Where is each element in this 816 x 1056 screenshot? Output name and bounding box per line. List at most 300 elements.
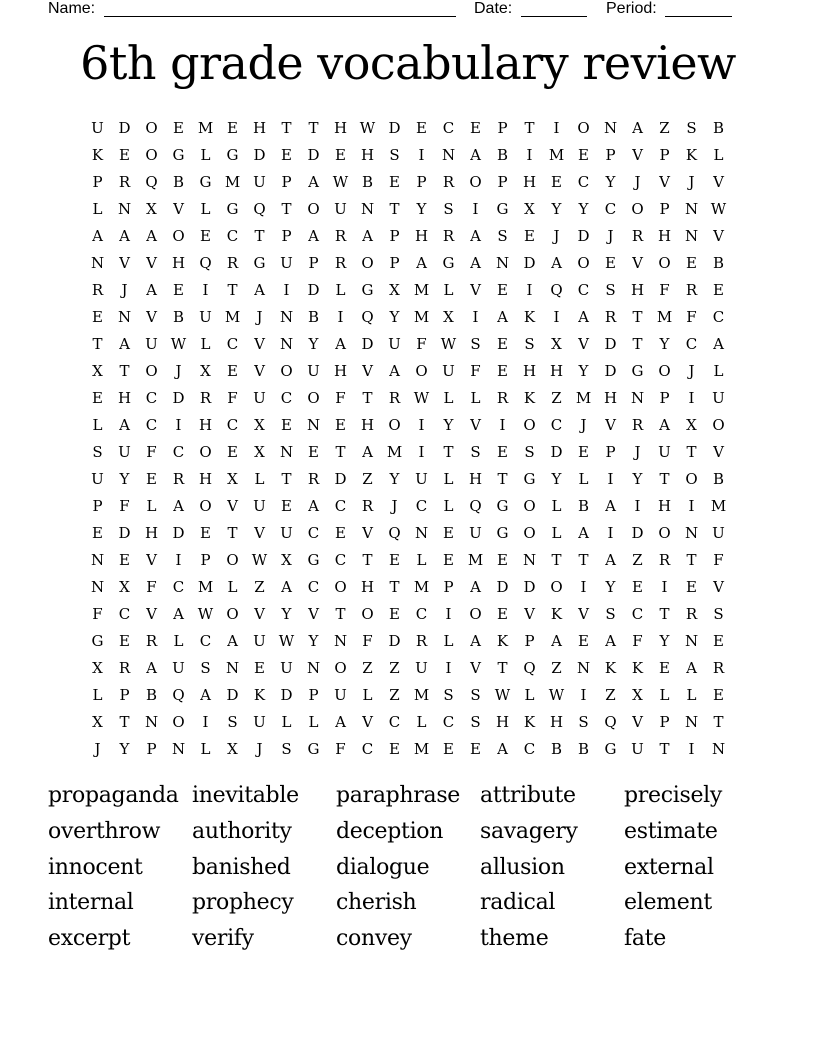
grid-letter[interactable]: E	[92, 524, 103, 542]
grid-letter[interactable]: A	[605, 497, 616, 515]
grid-letter[interactable]: K	[523, 713, 536, 731]
grid-letter[interactable]: U	[658, 443, 671, 461]
grid-letter[interactable]: L	[713, 146, 724, 164]
grid-letter[interactable]: X	[686, 416, 697, 434]
grid-letter[interactable]: D	[253, 146, 266, 164]
grid-letter[interactable]: E	[389, 740, 400, 758]
grid-letter[interactable]: O	[631, 200, 644, 218]
grid-letter[interactable]: O	[199, 443, 212, 461]
grid-letter[interactable]: A	[578, 524, 589, 542]
grid-letter[interactable]: T	[281, 200, 292, 218]
grid-letter[interactable]: D	[523, 578, 536, 596]
grid-letter[interactable]: A	[308, 173, 319, 191]
grid-letter[interactable]: A	[470, 254, 481, 272]
grid-letter[interactable]: E	[308, 443, 319, 461]
grid-letter[interactable]: A	[470, 578, 481, 596]
grid-letter[interactable]: A	[551, 254, 562, 272]
grid-letter[interactable]: M	[413, 308, 430, 326]
grid-letter[interactable]: Y	[389, 308, 400, 326]
grid-letter[interactable]: X	[92, 659, 103, 677]
grid-letter[interactable]: Q	[469, 497, 482, 515]
grid-letter[interactable]: Y	[416, 200, 427, 218]
grid-letter[interactable]: I	[445, 659, 452, 677]
grid-letter[interactable]: O	[172, 713, 185, 731]
date-blank-line[interactable]	[521, 16, 587, 17]
grid-letter[interactable]: L	[713, 362, 724, 380]
grid-letter[interactable]: V	[470, 659, 481, 677]
grid-letter[interactable]: H	[360, 578, 375, 596]
grid-letter[interactable]: X	[389, 281, 400, 299]
grid-letter[interactable]: E	[470, 740, 481, 758]
grid-letter[interactable]: H	[657, 497, 672, 515]
grid-letter[interactable]: A	[605, 551, 616, 569]
grid-letter[interactable]: O	[577, 254, 590, 272]
grid-letter[interactable]: E	[497, 551, 508, 569]
grid-letter[interactable]: N	[684, 713, 699, 731]
grid-letter[interactable]: O	[712, 416, 725, 434]
grid-letter[interactable]: V	[713, 443, 724, 461]
grid-letter[interactable]: A	[200, 686, 211, 704]
grid-letter[interactable]: B	[712, 119, 725, 137]
grid-letter[interactable]: C	[361, 740, 374, 758]
grid-letter[interactable]: R	[658, 551, 671, 569]
grid-letter[interactable]: A	[686, 659, 697, 677]
grid-letter[interactable]: V	[173, 200, 184, 218]
grid-letter[interactable]: A	[173, 605, 184, 623]
grid-letter[interactable]: V	[362, 713, 373, 731]
grid-letter[interactable]: H	[522, 173, 537, 191]
grid-letter[interactable]: J	[175, 362, 182, 380]
grid-letter[interactable]: N	[117, 308, 132, 326]
grid-letter[interactable]: T	[227, 281, 238, 299]
grid-letter[interactable]: A	[389, 362, 400, 380]
grid-letter[interactable]: D	[172, 389, 185, 407]
grid-letter[interactable]: E	[686, 254, 697, 272]
grid-letter[interactable]: E	[389, 173, 400, 191]
grid-letter[interactable]: H	[252, 119, 267, 137]
grid-letter[interactable]: U	[307, 362, 320, 380]
grid-letter[interactable]: E	[119, 632, 130, 650]
grid-letter[interactable]: I	[580, 578, 587, 596]
grid-letter[interactable]: C	[388, 713, 401, 731]
grid-letter[interactable]: S	[470, 713, 481, 731]
grid-letter[interactable]: V	[254, 362, 265, 380]
grid-letter[interactable]: N	[144, 713, 159, 731]
grid-letter[interactable]: Y	[308, 335, 319, 353]
grid-letter[interactable]: P	[659, 389, 670, 407]
grid-letter[interactable]: P	[281, 173, 292, 191]
grid-letter[interactable]: L	[551, 524, 562, 542]
grid-letter[interactable]: D	[280, 686, 293, 704]
grid-letter[interactable]: N	[711, 740, 726, 758]
grid-letter[interactable]: E	[578, 146, 589, 164]
grid-letter[interactable]: X	[254, 443, 265, 461]
grid-letter[interactable]: E	[497, 335, 508, 353]
grid-letter[interactable]: K	[631, 659, 644, 677]
grid-letter[interactable]: J	[256, 308, 263, 326]
grid-letter[interactable]: D	[361, 335, 374, 353]
grid-letter[interactable]: V	[659, 173, 670, 191]
grid-letter[interactable]: Q	[388, 524, 401, 542]
grid-letter[interactable]: V	[119, 254, 130, 272]
grid-letter[interactable]: D	[307, 146, 320, 164]
grid-letter[interactable]: J	[688, 173, 695, 191]
grid-letter[interactable]: G	[496, 497, 509, 515]
grid-letter[interactable]: I	[553, 119, 560, 137]
grid-letter[interactable]: O	[469, 173, 482, 191]
grid-letter[interactable]: O	[685, 470, 698, 488]
grid-letter[interactable]: E	[200, 524, 211, 542]
grid-letter[interactable]: G	[226, 200, 239, 218]
grid-letter[interactable]: G	[199, 173, 212, 191]
grid-letter[interactable]: P	[416, 173, 427, 191]
grid-letter[interactable]: T	[254, 227, 265, 245]
grid-letter[interactable]: L	[200, 740, 211, 758]
grid-letter[interactable]: T	[335, 605, 346, 623]
grid-letter[interactable]: Y	[605, 173, 616, 191]
name-blank-line[interactable]	[104, 16, 456, 17]
grid-letter[interactable]: Q	[253, 200, 266, 218]
grid-letter[interactable]: X	[254, 416, 265, 434]
grid-letter[interactable]: F	[119, 497, 130, 515]
grid-letter[interactable]: D	[334, 470, 347, 488]
grid-letter[interactable]: S	[524, 335, 535, 353]
grid-letter[interactable]: Q	[550, 281, 563, 299]
grid-letter[interactable]: C	[442, 713, 455, 731]
grid-letter[interactable]: X	[281, 551, 292, 569]
grid-letter[interactable]: O	[658, 524, 671, 542]
grid-letter[interactable]: P	[659, 200, 670, 218]
grid-letter[interactable]: C	[307, 524, 320, 542]
grid-letter[interactable]: D	[604, 362, 617, 380]
grid-letter[interactable]: B	[496, 146, 509, 164]
grid-letter[interactable]: D	[172, 524, 185, 542]
grid-letter[interactable]: L	[146, 497, 157, 515]
grid-letter[interactable]: O	[226, 551, 239, 569]
grid-letter[interactable]: E	[497, 443, 508, 461]
grid-letter[interactable]: C	[280, 389, 293, 407]
grid-letter[interactable]: N	[225, 659, 240, 677]
grid-letter[interactable]: L	[362, 686, 373, 704]
grid-letter[interactable]: S	[470, 686, 481, 704]
grid-letter[interactable]: Y	[551, 200, 562, 218]
grid-letter[interactable]: L	[200, 146, 211, 164]
grid-letter[interactable]: A	[578, 308, 589, 326]
grid-letter[interactable]: O	[469, 605, 482, 623]
grid-letter[interactable]: E	[713, 632, 724, 650]
grid-letter[interactable]: A	[713, 335, 724, 353]
grid-letter[interactable]: R	[631, 416, 644, 434]
grid-letter[interactable]: W	[197, 605, 214, 623]
grid-letter[interactable]: W	[251, 551, 268, 569]
grid-letter[interactable]: V	[254, 335, 265, 353]
grid-letter[interactable]: N	[360, 200, 375, 218]
grid-letter[interactable]: I	[607, 524, 614, 542]
grid-letter[interactable]: M	[197, 578, 214, 596]
grid-letter[interactable]: Y	[308, 632, 319, 650]
grid-letter[interactable]: E	[551, 173, 562, 191]
grid-letter[interactable]: W	[278, 632, 295, 650]
grid-letter[interactable]: W	[359, 119, 376, 137]
grid-letter[interactable]: Q	[604, 713, 617, 731]
grid-letter[interactable]: L	[92, 686, 103, 704]
grid-letter[interactable]: I	[418, 146, 425, 164]
grid-letter[interactable]: L	[443, 470, 454, 488]
grid-letter[interactable]: V	[146, 308, 157, 326]
grid-letter[interactable]: V	[362, 362, 373, 380]
grid-letter[interactable]: P	[605, 146, 616, 164]
grid-letter[interactable]: M	[710, 497, 727, 515]
grid-letter[interactable]: M	[386, 443, 403, 461]
grid-letter[interactable]: G	[91, 632, 104, 650]
grid-letter[interactable]: N	[684, 200, 699, 218]
grid-letter[interactable]: G	[226, 146, 239, 164]
grid-letter[interactable]: N	[306, 659, 321, 677]
grid-letter[interactable]: S	[578, 713, 589, 731]
grid-letter[interactable]: L	[659, 686, 670, 704]
grid-letter[interactable]: E	[254, 659, 265, 677]
grid-letter[interactable]: L	[470, 389, 481, 407]
grid-letter[interactable]: H	[630, 281, 645, 299]
grid-letter[interactable]: T	[119, 362, 130, 380]
grid-letter[interactable]: G	[172, 146, 185, 164]
grid-letter[interactable]: Z	[632, 551, 643, 569]
grid-letter[interactable]: K	[685, 146, 698, 164]
grid-letter[interactable]: B	[172, 173, 185, 191]
grid-letter[interactable]: D	[307, 281, 320, 299]
grid-letter[interactable]: D	[496, 578, 509, 596]
grid-letter[interactable]: J	[580, 416, 587, 434]
grid-letter[interactable]: W	[332, 173, 349, 191]
grid-letter[interactable]: U	[415, 470, 428, 488]
grid-letter[interactable]: V	[524, 605, 535, 623]
grid-letter[interactable]: Z	[551, 389, 562, 407]
grid-letter[interactable]: H	[657, 227, 672, 245]
grid-letter[interactable]: O	[199, 497, 212, 515]
grid-letter[interactable]: O	[577, 119, 590, 137]
grid-letter[interactable]: T	[119, 713, 130, 731]
grid-letter[interactable]: U	[442, 362, 455, 380]
grid-letter[interactable]: L	[551, 497, 562, 515]
grid-letter[interactable]: I	[337, 308, 344, 326]
grid-letter[interactable]: L	[416, 551, 427, 569]
grid-letter[interactable]: T	[632, 335, 643, 353]
grid-letter[interactable]: F	[686, 308, 697, 326]
grid-letter[interactable]: X	[119, 578, 130, 596]
grid-letter[interactable]: N	[279, 308, 294, 326]
grid-letter[interactable]: R	[388, 389, 401, 407]
grid-letter[interactable]: W	[440, 335, 457, 353]
grid-letter[interactable]: E	[227, 119, 238, 137]
grid-letter[interactable]: T	[632, 308, 643, 326]
grid-letter[interactable]: P	[92, 173, 103, 191]
grid-letter[interactable]: M	[656, 308, 673, 326]
grid-letter[interactable]: J	[256, 740, 263, 758]
grid-letter[interactable]: Y	[632, 470, 643, 488]
grid-letter[interactable]: Z	[254, 578, 265, 596]
grid-letter[interactable]: T	[551, 551, 562, 569]
grid-letter[interactable]: K	[523, 308, 536, 326]
grid-letter[interactable]: S	[443, 686, 454, 704]
grid-letter[interactable]: C	[712, 308, 725, 326]
grid-letter[interactable]: O	[550, 578, 563, 596]
grid-letter[interactable]: U	[469, 524, 482, 542]
grid-letter[interactable]: H	[198, 416, 213, 434]
grid-letter[interactable]: L	[227, 578, 238, 596]
grid-letter[interactable]: D	[388, 632, 401, 650]
grid-letter[interactable]: A	[254, 281, 265, 299]
grid-letter[interactable]: X	[92, 362, 103, 380]
grid-letter[interactable]: Z	[551, 659, 562, 677]
grid-letter[interactable]: G	[307, 740, 320, 758]
grid-letter[interactable]: Y	[119, 470, 130, 488]
grid-letter[interactable]: P	[200, 551, 211, 569]
grid-letter[interactable]: E	[92, 308, 103, 326]
grid-letter[interactable]: E	[686, 578, 697, 596]
grid-letter[interactable]: Y	[578, 362, 589, 380]
grid-letter[interactable]: E	[659, 659, 670, 677]
grid-letter[interactable]: O	[334, 578, 347, 596]
grid-letter[interactable]: E	[335, 524, 346, 542]
grid-letter[interactable]: F	[362, 632, 373, 650]
grid-letter[interactable]: C	[145, 416, 158, 434]
grid-letter[interactable]: X	[632, 686, 643, 704]
grid-letter[interactable]: A	[119, 416, 130, 434]
grid-letter[interactable]: U	[415, 659, 428, 677]
grid-letter[interactable]: O	[361, 254, 374, 272]
grid-letter[interactable]: V	[578, 605, 589, 623]
grid-letter[interactable]: T	[281, 119, 292, 137]
grid-letter[interactable]: U	[253, 173, 266, 191]
grid-letter[interactable]: S	[389, 146, 400, 164]
grid-letter[interactable]: R	[199, 389, 212, 407]
grid-letter[interactable]: O	[226, 605, 239, 623]
grid-letter[interactable]: S	[92, 443, 103, 461]
grid-letter[interactable]: K	[550, 605, 563, 623]
grid-letter[interactable]: H	[333, 119, 348, 137]
grid-letter[interactable]: S	[443, 200, 454, 218]
grid-letter[interactable]: O	[388, 416, 401, 434]
grid-letter[interactable]: V	[713, 173, 724, 191]
grid-letter[interactable]: T	[389, 200, 400, 218]
grid-letter[interactable]: A	[308, 497, 319, 515]
grid-letter[interactable]: C	[118, 605, 131, 623]
grid-letter[interactable]: T	[659, 470, 670, 488]
grid-letter[interactable]: T	[308, 119, 319, 137]
grid-letter[interactable]: E	[443, 524, 454, 542]
grid-letter[interactable]: S	[605, 605, 616, 623]
grid-letter[interactable]: N	[603, 119, 618, 137]
grid-letter[interactable]: Z	[605, 686, 616, 704]
grid-letter[interactable]: P	[308, 254, 319, 272]
grid-letter[interactable]: E	[497, 281, 508, 299]
grid-letter[interactable]: R	[631, 227, 644, 245]
grid-letter[interactable]: R	[91, 281, 104, 299]
grid-letter[interactable]: C	[226, 227, 239, 245]
grid-letter[interactable]: E	[335, 146, 346, 164]
grid-letter[interactable]: N	[90, 551, 105, 569]
grid-letter[interactable]: E	[605, 254, 616, 272]
grid-letter[interactable]: P	[146, 740, 157, 758]
grid-letter[interactable]: L	[578, 470, 589, 488]
grid-letter[interactable]: A	[335, 713, 346, 731]
grid-letter[interactable]: N	[90, 254, 105, 272]
grid-letter[interactable]: A	[146, 227, 157, 245]
grid-letter[interactable]: N	[414, 524, 429, 542]
grid-letter[interactable]: X	[146, 200, 157, 218]
grid-letter[interactable]: U	[253, 632, 266, 650]
grid-letter[interactable]: F	[713, 551, 724, 569]
grid-letter[interactable]: T	[497, 659, 508, 677]
grid-letter[interactable]: A	[146, 659, 157, 677]
grid-letter[interactable]: O	[145, 146, 158, 164]
grid-letter[interactable]: Z	[362, 659, 373, 677]
grid-letter[interactable]: I	[175, 551, 182, 569]
grid-letter[interactable]: L	[281, 713, 292, 731]
grid-letter[interactable]: T	[713, 713, 724, 731]
grid-letter[interactable]: C	[523, 740, 536, 758]
grid-letter[interactable]: A	[119, 227, 130, 245]
grid-letter[interactable]: A	[362, 227, 373, 245]
grid-letter[interactable]: V	[362, 524, 373, 542]
grid-letter[interactable]: P	[281, 227, 292, 245]
grid-letter[interactable]: P	[659, 713, 670, 731]
grid-letter[interactable]: R	[604, 308, 617, 326]
grid-letter[interactable]: I	[688, 389, 695, 407]
grid-letter[interactable]: E	[578, 632, 589, 650]
grid-letter[interactable]: Q	[523, 659, 536, 677]
grid-letter[interactable]: F	[92, 605, 103, 623]
grid-letter[interactable]: X	[551, 335, 562, 353]
grid-letter[interactable]: S	[281, 740, 292, 758]
grid-letter[interactable]: L	[416, 713, 427, 731]
grid-letter[interactable]: T	[362, 389, 373, 407]
grid-letter[interactable]: T	[524, 119, 535, 137]
grid-letter[interactable]: S	[686, 119, 697, 137]
grid-letter[interactable]: N	[684, 524, 699, 542]
grid-letter[interactable]: E	[713, 281, 724, 299]
grid-letter[interactable]: A	[281, 578, 292, 596]
grid-letter[interactable]: A	[173, 497, 184, 515]
grid-letter[interactable]: E	[497, 605, 508, 623]
grid-letter[interactable]: N	[279, 335, 294, 353]
grid-letter[interactable]: T	[92, 335, 103, 353]
grid-letter[interactable]: V	[632, 254, 643, 272]
grid-letter[interactable]: G	[604, 740, 617, 758]
grid-letter[interactable]: L	[173, 632, 184, 650]
grid-letter[interactable]: H	[603, 389, 618, 407]
grid-letter[interactable]: T	[389, 578, 400, 596]
grid-letter[interactable]: E	[389, 605, 400, 623]
grid-letter[interactable]: R	[334, 227, 347, 245]
grid-letter[interactable]: D	[631, 524, 644, 542]
grid-letter[interactable]: V	[632, 146, 643, 164]
grid-letter[interactable]: R	[685, 281, 698, 299]
grid-letter[interactable]: Q	[172, 686, 185, 704]
grid-letter[interactable]: C	[334, 551, 347, 569]
grid-letter[interactable]: Y	[659, 632, 670, 650]
grid-letter[interactable]: V	[254, 605, 265, 623]
grid-letter[interactable]: V	[632, 713, 643, 731]
grid-letter[interactable]: M	[575, 389, 592, 407]
grid-letter[interactable]: C	[199, 632, 212, 650]
grid-letter[interactable]: J	[634, 443, 641, 461]
grid-letter[interactable]: J	[94, 740, 101, 758]
grid-letter[interactable]: U	[712, 524, 725, 542]
grid-letter[interactable]: O	[415, 362, 428, 380]
grid-letter[interactable]: E	[200, 227, 211, 245]
grid-letter[interactable]: A	[497, 740, 508, 758]
